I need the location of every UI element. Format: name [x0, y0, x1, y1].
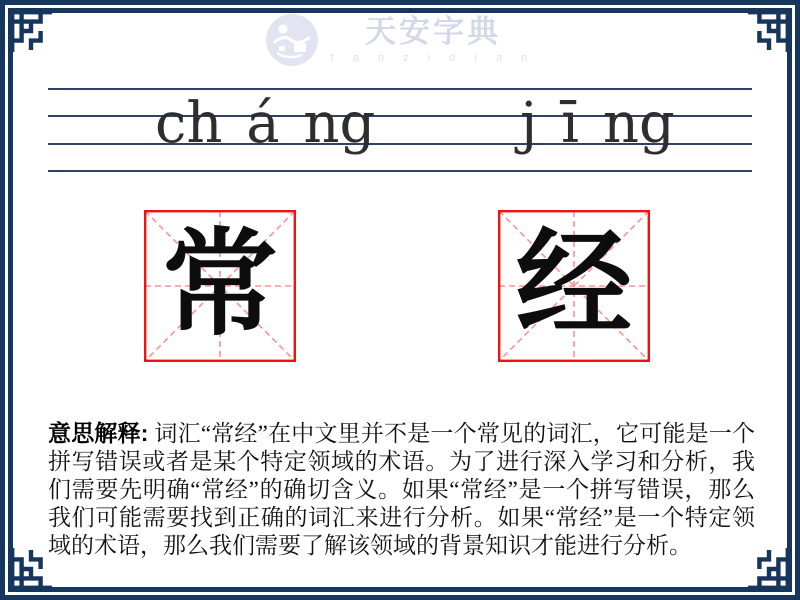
pinyin-syllable-chang: ch á ng [155, 91, 376, 156]
pinyin-rule-line [48, 88, 752, 90]
logo-text [331, 16, 535, 64]
logo-subtitle: t a n z i d i a n [330, 51, 536, 64]
definition-label: 意思解释: [48, 420, 149, 446]
logo-seal-icon [265, 13, 319, 67]
logo [0, 13, 800, 67]
pinyin-syllable-jing: j ī ng [520, 91, 675, 156]
hanzi-chang: 常 [162, 222, 278, 350]
hanzi-jing: 经 [516, 222, 632, 350]
pinyin-rule-line [48, 170, 752, 172]
character-box-chang [144, 210, 296, 362]
logo-title: 天安字典 [364, 14, 501, 50]
character-box-jing [498, 210, 650, 362]
pinyin-grid [48, 88, 752, 172]
definition-paragraph [48, 419, 755, 560]
corner-fret-icon [10, 548, 52, 590]
definition-text: 词汇“常经”在中文里并不是一个常见的词汇，它可能是一个拼写错误或者是某个特定领域的术语。为了进行深入学习和分析，我们需要先明确“常经”的确切含义。如果“常经”是一个拼写错误，那么我们可能需要找到正确的词汇来进行分析。如果“常经”是一个特定领域的术语，那么我们需要了解该领域的背景知识才能进行分析。 [48, 421, 755, 558]
